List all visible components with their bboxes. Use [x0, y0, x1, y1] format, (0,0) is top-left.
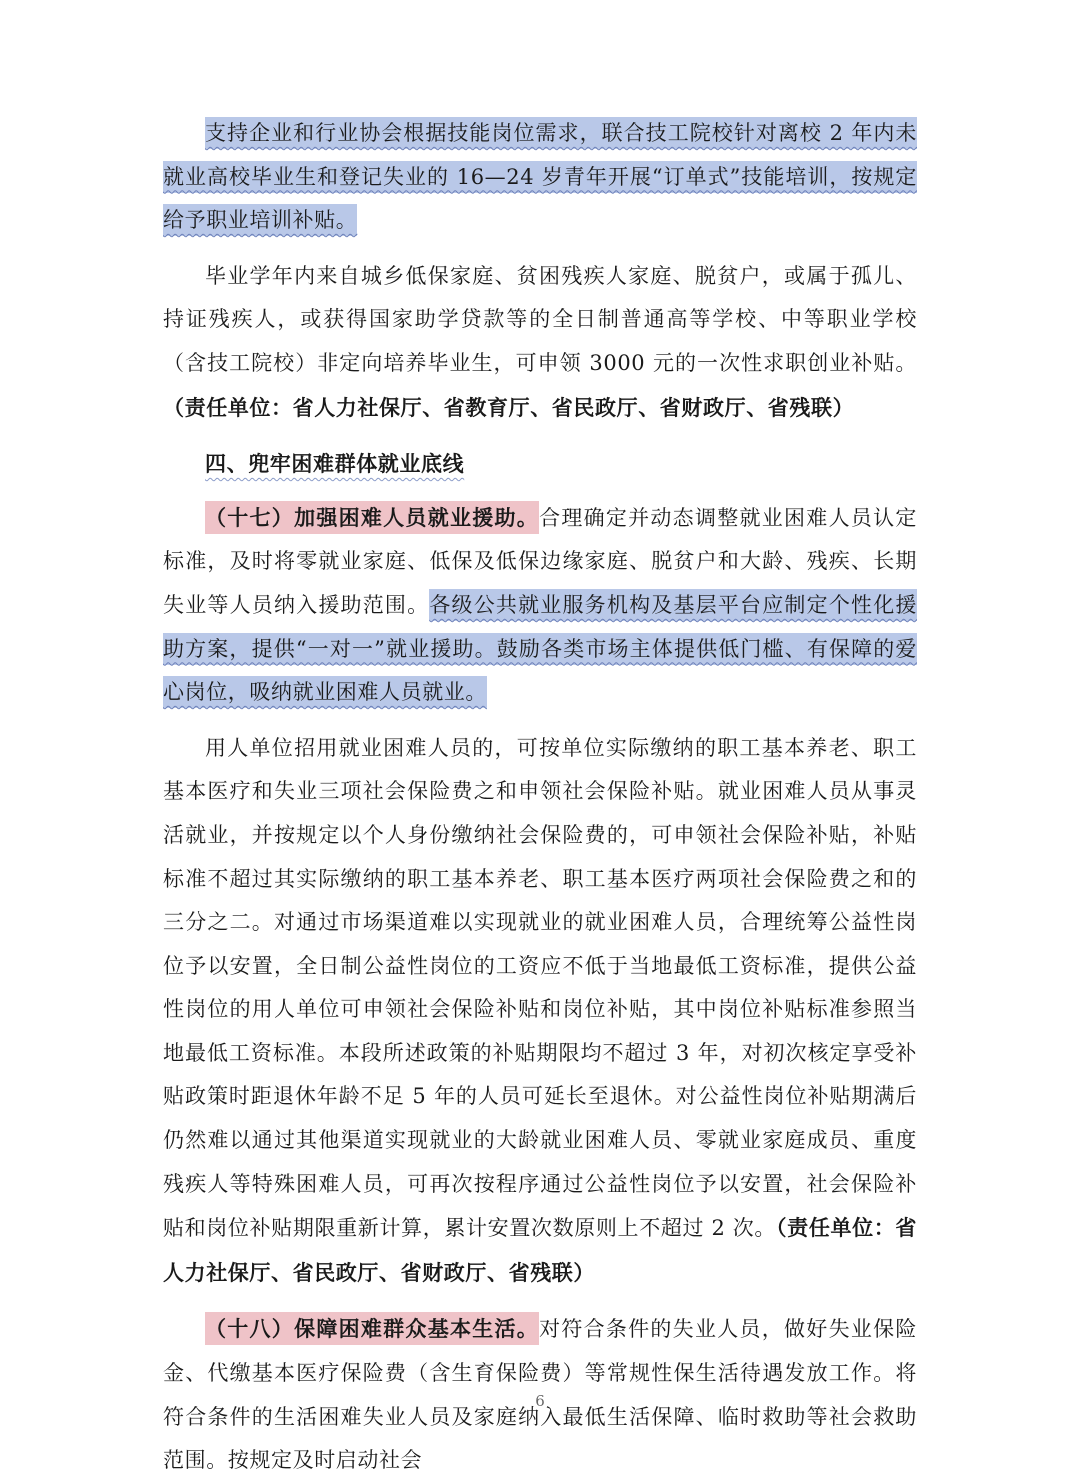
section-heading-4 — [163, 442, 917, 486]
paragraph-social-insurance-subsidy — [163, 727, 917, 1296]
paragraph-item-17 — [163, 496, 917, 715]
highlight-training-support[interactable]: 支持企业和行业协会根据技能岗位需求，联合技工院校针对离校 2 年内未就业高校毕业生和登记失业的 16—24 岁青年开展“订单式”技能培训，按规定给予职业培训补贴。 — [163, 117, 917, 236]
item-18-title[interactable]: （十八）保障困难群众基本生活。 — [205, 1312, 539, 1345]
social-insurance-subsidy-text: 用人单位招用就业困难人员的，可按单位实际缴纳的职工基本养老、职工基本医疗和失业三项社会保险费之和申领社会保险补贴。就业困难人员从事灵活就业，并按规定以个人身份缴纳社会保险费的，可申领社会保险补贴，补贴标准不超过其实际缴纳的职工基本养老、职工基本医疗两项社会保险费之和的三分之二。对通过市场渠道难以实现就业的就业困难人员，合理统筹公益性岗位予以安置，全日制公益性岗位的工资应不低于当地最低工资标准，提供公益性岗位的用人单位可申领社会保险补贴和岗位补贴，其中岗位补贴标准参照当地最低工资标准。本段所述政策的补贴期限均不超过 3 年，对初次核定享受补贴政策时距退休年龄不足 5 年的人员可延长至退休。对公益性岗位补贴期满后仍然难以通过其他渠道实现就业的大龄就业困难人员、零就业家庭成员、重度残疾人等特殊困难人员，可再次按程序通过公益性岗位予以安置，社会保险补贴和岗位补贴期限重新计算，累计安置次数原则上不超过 2 次。 — [163, 735, 917, 1241]
responsible-units-note: （责任单位：省人力社保厅、省教育厅、省民政厅、省财政厅、省残联） — [163, 394, 855, 420]
job-search-subsidy-text: 毕业学年内来自城乡低保家庭、贫困残疾人家庭、脱贫户，或属于孤儿、持证残疾人，或获得国家助学贷款等的全日制普通高等学校、中等职业学校（含技工院校）非定向培养毕业生，可申领 3000 元的一次性求职创业补贴。 — [163, 263, 917, 375]
item-18-text: 对符合条件的失业人员，做好失业保险金、代缴基本医疗保险费（含生育保险费）等常规性保生活待遇发放工作。将符合条件的生活困难失业人员及家庭纳入最低生活保障、临时救助等社会救助范围。按规定及时启动社会 — [163, 1317, 917, 1473]
responsible-units-note-2: （责任单位：省人力社保厅、省民政厅、省财政厅、省残联） — [163, 1215, 918, 1285]
item-17-text: 合理确定并动态调整就业困难人员认定标准，及时将零就业家庭、低保及低保边缘家庭、脱贫户和大龄、残疾、长期失业等人员纳入援助范围。 — [163, 505, 917, 617]
item-17-highlight[interactable]: 各级公共就业服务机构及基层平台应制定个性化援助方案，提供“一对一”就业援助。鼓励各类市场主体提供低门槛、有保障的爱心岗位，吸纳就业困难人员就业。 — [163, 589, 917, 708]
section-heading-4-text: 四、兜牢困难群体就业底线 — [205, 451, 465, 477]
paragraph-training-support — [163, 112, 917, 243]
paragraph-job-search-subsidy — [163, 255, 917, 430]
document-body — [163, 112, 917, 1483]
page-number: 6 — [535, 1392, 545, 1410]
item-17-title[interactable]: （十七）加强困难人员就业援助。 — [205, 501, 539, 534]
